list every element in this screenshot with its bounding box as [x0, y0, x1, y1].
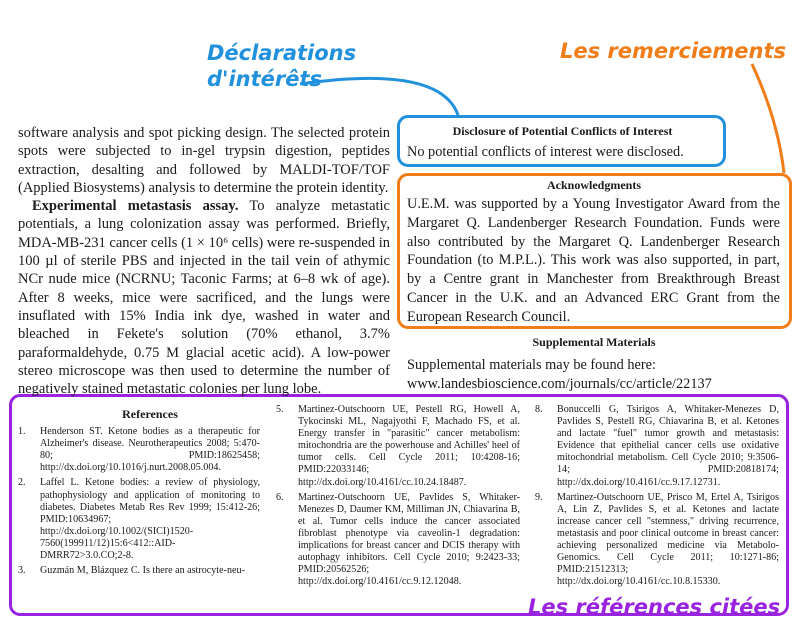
- supplemental-link[interactable]: www.landesbioscience.com/journals/cc/article/22137: [407, 375, 712, 392]
- reference-item: [535, 492, 779, 589]
- remerciements-connector: [752, 64, 784, 173]
- reference-number: 3.: [18, 565, 26, 577]
- reference-number: 6.: [276, 491, 284, 503]
- disclosure-text: No potential conflicts of interest were disclosed.: [407, 144, 684, 160]
- reference-item: [276, 404, 520, 489]
- annotation-references: Les références citées: [528, 595, 781, 619]
- metastasis-heading: Experimental metastasis assay.: [32, 198, 239, 215]
- reference-item: [276, 492, 520, 589]
- reference-text: Guzmán M, Blázquez C. Is there an astrocyte-neu-: [40, 565, 245, 577]
- reference-number: 2.: [18, 477, 26, 489]
- reference-number: 8.: [535, 404, 543, 415]
- metastasis-paragraph: [18, 197, 390, 398]
- methods-text-column: [18, 124, 390, 398]
- references-column-3: [535, 404, 779, 591]
- reference-number: 5.: [276, 404, 284, 415]
- disclosure-title: Disclosure of Potential Conflicts of Interest: [452, 124, 673, 138]
- reference-text: Bonuccelli G, Tsirigos A, Whitaker-Menezes D, Pavlides S, Pestell RG, Chiavarina B, et al. Ketones and lactate "fuel" tumor growth and metastasis: Evidence that epithelial cancer cells use oxidative mitochondrial metabolism. Cell Cycle 2010; 9:3506-14; PMID:20818174; http://dx.doi.org/10.4161/cc.9.17.12731.: [557, 404, 779, 488]
- reference-number: 1.: [18, 426, 26, 438]
- supplemental-title: Supplemental Materials: [532, 335, 656, 349]
- reference-text: Martinez-Outschoorn UE, Pestell RG, Howell A, Tykocinski ML, Nagajyothi F, Machado FS, et al. Energy transfer in "parasitic" cancer metabolism: mitochondria are the powerhouse and Achilles' heel of tumor cells. Cell Cycle 2011; 10:4208-16; PMID:22033146; http://dx.doi.org/10.4161/cc.10.24.18487.: [298, 404, 520, 488]
- references-column-1: [18, 408, 260, 580]
- reference-item: [535, 404, 779, 489]
- annotation-remerciements: Les remerciements: [560, 39, 787, 63]
- references-column-2: [276, 404, 520, 591]
- supplemental-line: Supplemental materials may be found here:: [407, 357, 656, 373]
- references-heading: References: [122, 407, 178, 421]
- methods-paragraph: software analysis and spot picking design. The selected protein spots were subjected to in-gel trypsin digestion, peptides extraction, desalting and followed by MALDI-TOF/TOF (Applied Biosystems) analysis to determine the protein identity.: [18, 125, 390, 196]
- reference-text: Laffel L. Ketone bodies: a review of physiology, pathophysiology and application of monitoring to diabetes. Diabetes Metab Res Rev 1999; 15:412-26; PMID:10634967; http://dx.doi.org/10.1002/(SICI)1520-7560(199911/12)15:6<412::AID-DMRR72>3.0.CO;2-8.: [40, 477, 260, 562]
- reference-item: [18, 565, 260, 577]
- acknowledgments-title: Acknowledgments: [546, 178, 641, 192]
- reference-text: Martinez-Outschoorn UE, Pavlides S, Whitaker-Menezes D, Daumer KM, Milliman JN, Chiavarina B, et al. Tumor cells induce the cancer associated fibroblast phenotype via caveolin-1 degradation: implications for breast cancer and DCIS therapy with autophagy inhibitors. Cell Cycle 2010; 9:2423-33; PMID:20562526; http://dx.doi.org/10.4161/cc.9.12.12048.: [298, 491, 520, 588]
- reference-item: [18, 477, 260, 562]
- reference-number: 9.: [535, 491, 543, 503]
- reference-text: Henderson ST. Ketone bodies as a therapeutic for Alzheimer's disease. Neurotherapeutics 2008; 5:470-80; PMID:18625458; http://dx.doi.org/10.1016/j.nurt.2008.05.004.: [40, 426, 260, 474]
- reference-item: [18, 426, 260, 474]
- reference-text: Martinez-Outschoorn UE, Prisco M, Ertel A, Tsirigos A, Lin Z, Pavlides S, et al. Ketones and lactate increase cancer cell "stemness," driving recurrence, metastasis and poor clinical outcome in breast cancer: achieving personalized medicine via Metabolo-Genomics. Cell Cycle 2011; 10:1271-86; PMID:21512313; http://dx.doi.org/10.4161/cc.10.8.15330.: [557, 491, 779, 588]
- acknowledgments-text: U.E.M. was supported by a Young Investigator Award from the Margaret Q. Landenberger Research Foundation. Funds were also contributed by the Margaret Q. Landenberger Research Foundation (to M.P.L.). This work was also supported, in part, by a Centre grant in Manchester from Breakthrough Breast Cancer in the U.K. and an Advanced ERC Grant from the European Research Council.: [407, 196, 780, 325]
- supplemental-text: [407, 356, 787, 394]
- annotation-declarations: Déclarations d'intérêts: [207, 41, 357, 91]
- metastasis-text: To analyze metastatic potentials, a lung colonization assay was performed. Briefly, MDA-MB-231 cancer cells (1 × 10⁶ cells) were re-suspended in 100 µl of sterile PBS and injected in the tail vein of athymic NCr nude mice (NCRNU; Taconic Farms; at 6–8 wk of age). After 8 weeks, mice were sacrificed, and the lungs were insuflated with 15% India ink dye, washed in water and bleached in Fekete's solution (70% ethanol, 3.7% paraformaldehyde, 0.75 M glacial acetic acid). A low-power stereo microscope was then used to determine the number of negatively stained metastatic colonies per lung lobe.: [18, 198, 390, 398]
